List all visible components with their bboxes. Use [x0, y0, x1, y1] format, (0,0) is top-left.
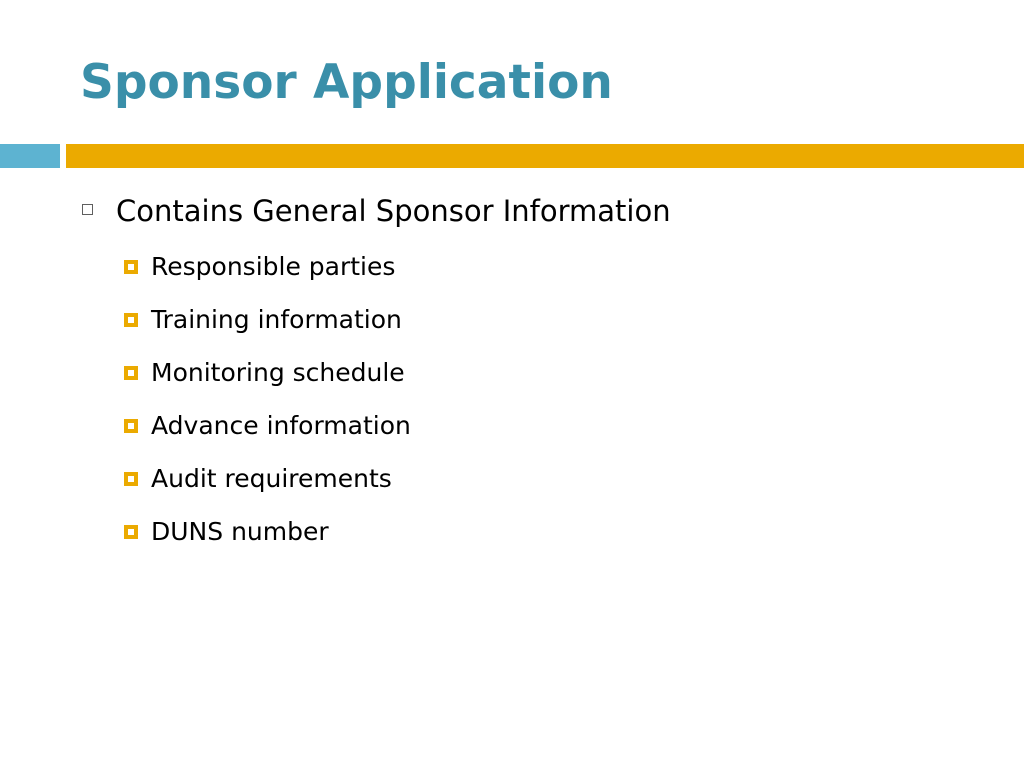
filled-square-bullet-icon	[124, 313, 138, 327]
sub-bullet-text: DUNS number	[151, 517, 329, 546]
sub-bullet-item	[0, 245, 700, 298]
filled-square-bullet-icon	[124, 366, 138, 380]
filled-square-bullet-icon	[124, 525, 138, 539]
sub-bullet-text: Training information	[151, 305, 402, 334]
accent-bar-left	[0, 144, 60, 168]
sub-bullet-text: Advance information	[151, 411, 411, 440]
filled-square-bullet-icon	[124, 419, 138, 433]
sub-bullet-item	[0, 404, 700, 457]
accent-bar-right	[66, 144, 1024, 168]
sub-bullet-item	[0, 351, 700, 404]
sub-bullet-text: Responsible parties	[151, 252, 396, 281]
sub-bullet-item	[0, 510, 700, 563]
sub-bullet-item	[0, 298, 700, 351]
hollow-square-bullet-icon	[82, 204, 93, 215]
filled-square-bullet-icon	[124, 472, 138, 486]
main-bullet-text: Contains General Sponsor Information	[116, 194, 671, 228]
sub-bullet-text: Audit requirements	[151, 464, 392, 493]
sub-bullet-text: Monitoring schedule	[151, 358, 405, 387]
slide-title: Sponsor Application	[80, 55, 613, 110]
sub-bullet-list	[0, 245, 700, 563]
filled-square-bullet-icon	[124, 260, 138, 274]
sub-bullet-item	[0, 457, 700, 510]
